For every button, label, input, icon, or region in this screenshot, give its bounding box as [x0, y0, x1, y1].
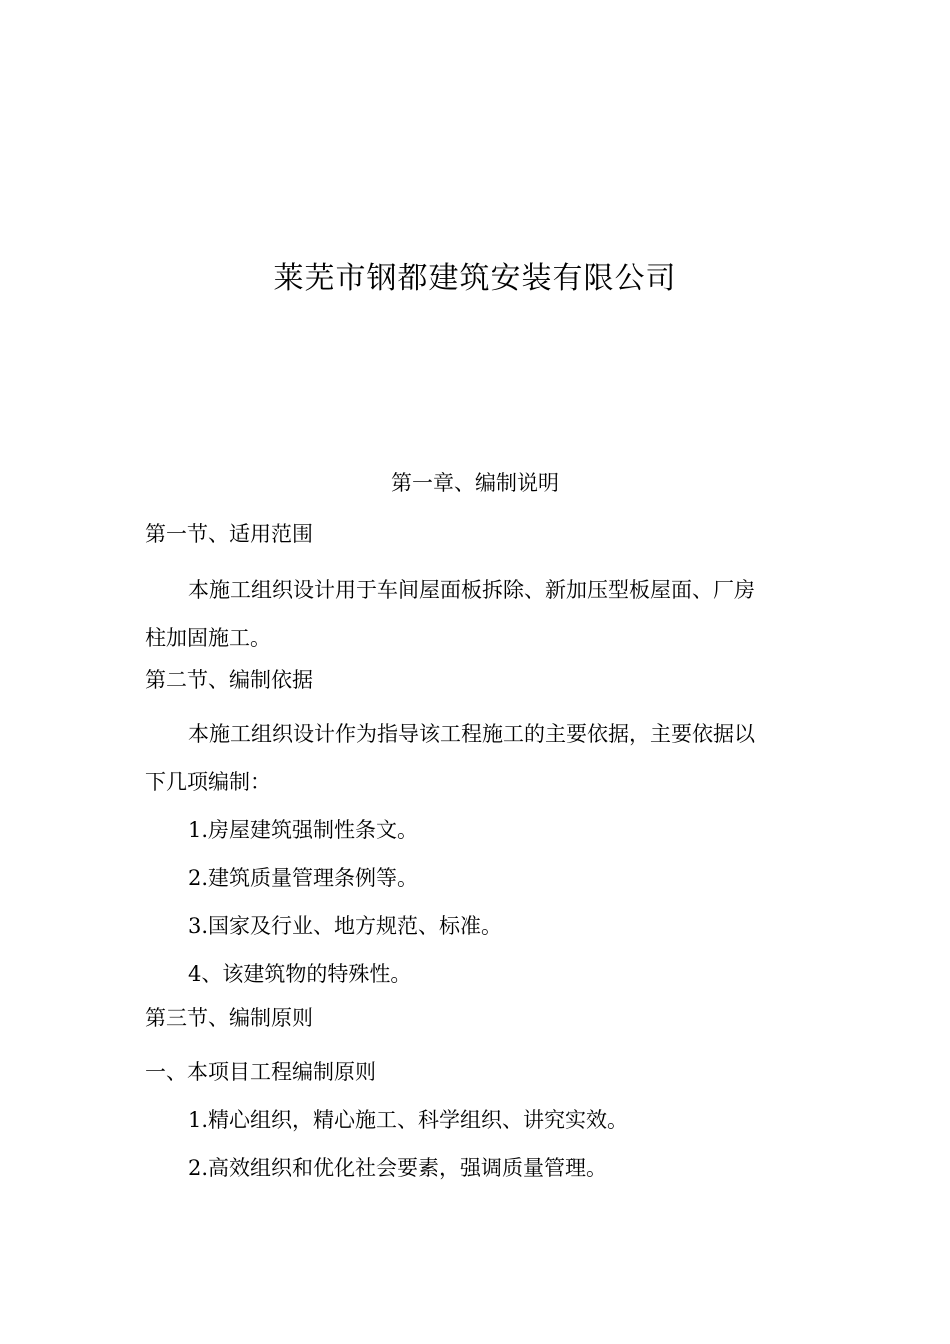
list-item: 4、该建筑物的特殊性。: [188, 962, 412, 986]
list-item: 2.高效组织和优化社会要素，强调质量管理。: [188, 1156, 608, 1180]
section-heading-scope: 第一节、适用范围: [145, 522, 313, 546]
list-item: 3.国家及行业、地方规范、标准。: [188, 914, 503, 938]
list-item: 1.精心组织，精心施工、科学组织、讲究实效。: [188, 1108, 629, 1132]
company-name: 莱芜市钢都建筑安装有限公司: [273, 261, 677, 296]
list-item: 2.建筑质量管理条例等。: [188, 866, 419, 890]
paragraph-scope-line-2: 柱加固施工。: [145, 626, 271, 650]
list-item: 1.房屋建筑强制性条文。: [188, 818, 419, 842]
section-heading-principles: 第三节、编制原则: [145, 1006, 313, 1030]
paragraph-basis-line-2: 下几项编制：: [145, 770, 271, 794]
paragraph-basis-line-1: 本施工组织设计作为指导该工程施工的主要依据，主要依据以: [188, 722, 755, 746]
chapter-title: 第一章、编制说明: [391, 471, 559, 495]
sub-heading-principles: 一、本项目工程编制原则: [145, 1060, 376, 1084]
section-heading-basis: 第二节、编制依据: [145, 668, 313, 692]
paragraph-scope-line-1: 本施工组织设计用于车间屋面板拆除、新加压型板屋面、厂房: [188, 578, 755, 602]
